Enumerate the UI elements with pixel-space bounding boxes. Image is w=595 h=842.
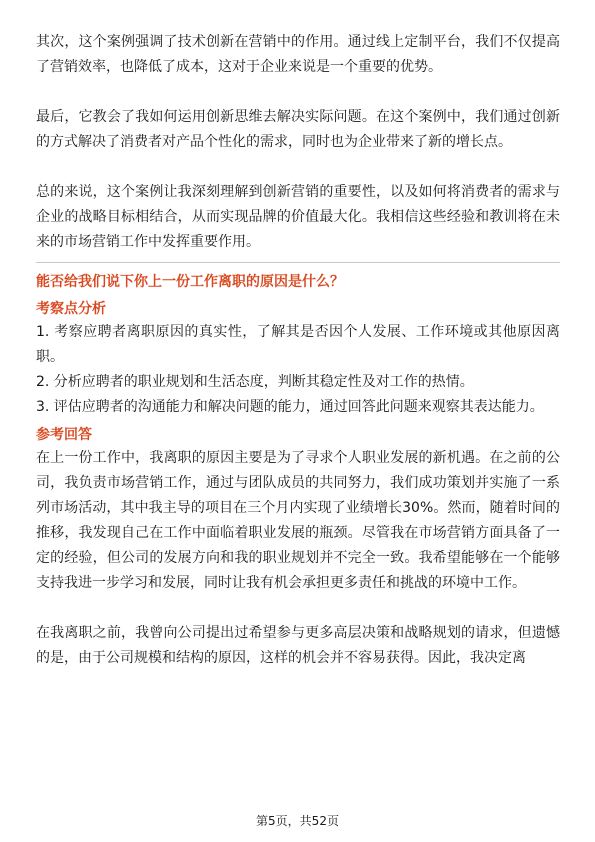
paragraph-tech-innovation: 其次，这个案例强调了技术创新在营销中的作用。通过线上定制平台，我们不仅提高了营销效率，也降低了成本，这对于企业来说是一个重要的优势。 (36, 34, 560, 75)
document-page (36, 30, 560, 671)
paragraph-creative-thinking: 最后，它教会了我如何运用创新思维去解决实际问题。在这个案例中，我们通过创新的方式解决了消费者对产品个性化的需求，同时也为企业带来了新的增长点。 (36, 109, 560, 150)
section-divider (36, 262, 560, 263)
answer-paragraph: 在我离职之前，我曾向公司提出过希望参与更多高层决策和战略规划的请求，但遗憾的是，由于公司规模和结构的原因，这样的机会并不容易获得。因此，我决定离 (36, 625, 560, 666)
analysis-item: 2. 分析应聘者的职业规划和生活态度，判断其稳定性及对工作的热情。 (36, 374, 474, 390)
answer-paragraph: 在上一份工作中，我离职的原因主要是为了寻求个人职业发展的新机遇。在之前的公司，我负责市场营销工作，通过与团队成员的共同努力，我们成功策划并实施了一系列市场活动，其中我主导的项目在三个月内实现了业绩增长30%。然而，随着时间的推移，我发现自己在工作中面临着职业发展的瓶颈。尽管我在市场营销方面具备了一定的经验，但公司的发展方向和我的职业规划并不完全一致。我希望能够在一个能够支持我进一步学习和发展，同时让我有机会承担更多责任和挑战的环境中工作。 (36, 450, 560, 591)
analysis-item: 3. 评估应聘者的沟通能力和解决问题的能力，通过回答此问题来观察其表达能力。 (36, 399, 544, 415)
paragraph-summary: 总的来说，这个案例让我深刻理解到创新营销的重要性，以及如何将消费者的需求与企业的战略目标相结合，从而实现品牌的价值最大化。我相信这些经验和教训将在未来的市场营销工作中发挥重要作用。 (36, 184, 560, 250)
answer-title: 参考回答 (36, 427, 92, 443)
interview-question: 能否给我们说下你上一份工作离职的原因是什么？ (36, 274, 344, 290)
page-number: 第5页，共52页 (256, 814, 339, 828)
analysis-item: 1. 考察应聘者离职原因的真实性，了解其是否因个人发展、工作环境或其他原因离职。 (36, 324, 560, 365)
analysis-title: 考察点分析 (36, 301, 106, 317)
